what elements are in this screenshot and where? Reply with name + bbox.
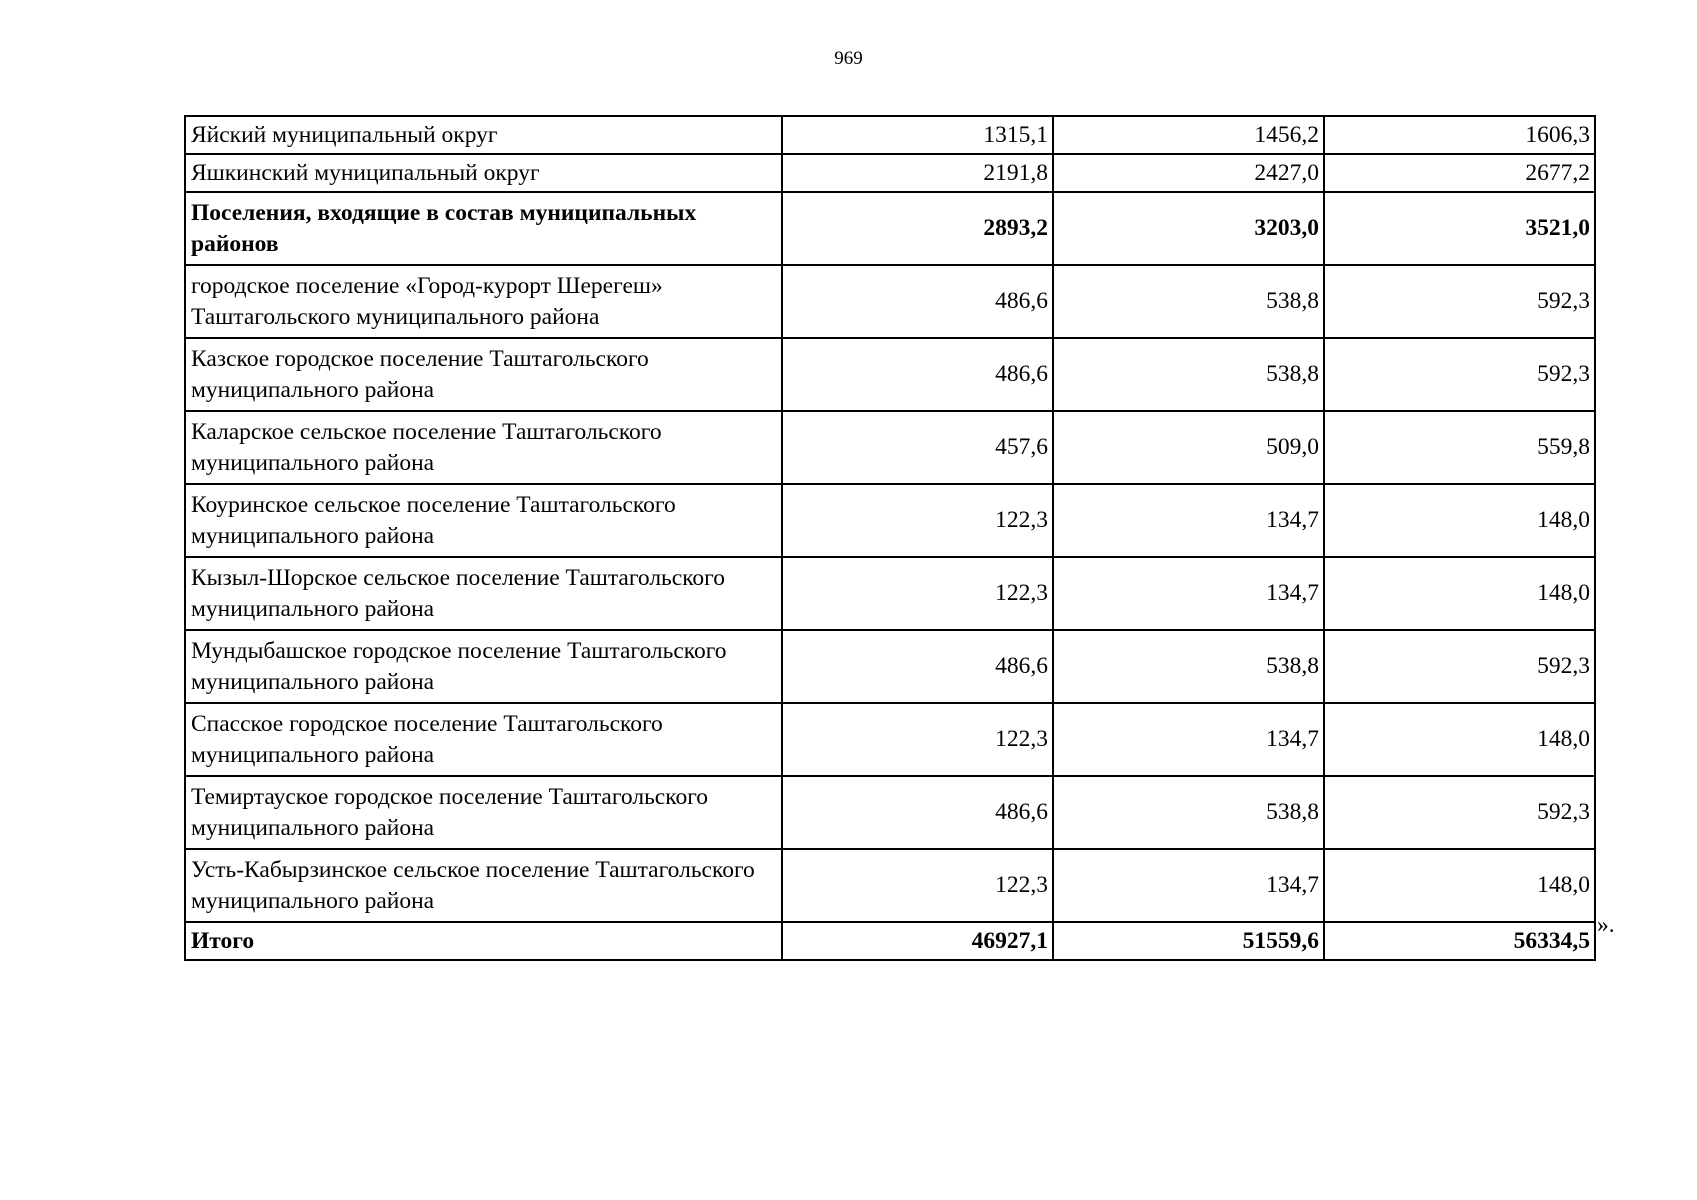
value-cell-2: 509,0 <box>1053 411 1324 484</box>
value-cell-3: 148,0 <box>1324 849 1595 922</box>
row-name-cell: Казское городское поселение Таштагольского муниципального района <box>185 338 782 411</box>
table-row <box>185 557 1595 630</box>
table-row <box>185 484 1595 557</box>
row-name-cell: Усть-Кабырзинское сельское поселение Таштагольского муниципального района <box>185 849 782 922</box>
table-row <box>185 338 1595 411</box>
closing-quote-mark: ». <box>1597 912 1615 938</box>
table-row <box>185 116 1595 154</box>
row-name-cell: Поселения, входящие в состав муниципальных районов <box>185 192 782 265</box>
row-name-cell: Каларское сельское поселение Таштагольского муниципального района <box>185 411 782 484</box>
value-cell-2: 538,8 <box>1053 265 1324 338</box>
table-container <box>184 115 1596 961</box>
row-name-cell: Кызыл-Шорское сельское поселение Таштагольского муниципального района <box>185 557 782 630</box>
value-cell-1: 457,6 <box>782 411 1053 484</box>
value-cell-3: 56334,5 <box>1324 922 1595 960</box>
value-cell-2: 51559,6 <box>1053 922 1324 960</box>
value-cell-1: 2893,2 <box>782 192 1053 265</box>
value-cell-3: 592,3 <box>1324 630 1595 703</box>
row-name-cell: Мундыбашское городское поселение Таштагольского муниципального района <box>185 630 782 703</box>
row-name-cell: Яйский муниципальный округ <box>185 116 782 154</box>
value-cell-2: 134,7 <box>1053 849 1324 922</box>
table-row <box>185 849 1595 922</box>
value-cell-1: 1315,1 <box>782 116 1053 154</box>
value-cell-2: 134,7 <box>1053 484 1324 557</box>
value-cell-1: 122,3 <box>782 484 1053 557</box>
value-cell-1: 486,6 <box>782 265 1053 338</box>
table-row <box>185 411 1595 484</box>
table-row <box>185 265 1595 338</box>
value-cell-3: 592,3 <box>1324 776 1595 849</box>
row-name-cell: городское поселение «Город-курорт Шерегеш» Таштагольского муниципального района <box>185 265 782 338</box>
row-name-cell: Спасское городское поселение Таштагольского муниципального района <box>185 703 782 776</box>
value-cell-1: 122,3 <box>782 703 1053 776</box>
table-row-total <box>185 192 1595 265</box>
value-cell-1: 122,3 <box>782 849 1053 922</box>
table-row <box>185 776 1595 849</box>
value-cell-2: 1456,2 <box>1053 116 1324 154</box>
value-cell-1: 46927,1 <box>782 922 1053 960</box>
value-cell-3: 148,0 <box>1324 484 1595 557</box>
value-cell-3: 592,3 <box>1324 265 1595 338</box>
row-name-cell: Яшкинский муниципальный округ <box>185 154 782 192</box>
page-number: 969 <box>834 48 863 69</box>
table-row <box>185 630 1595 703</box>
table-row <box>185 154 1595 192</box>
row-name-cell: Коуринское сельское поселение Таштагольского муниципального района <box>185 484 782 557</box>
value-cell-1: 2191,8 <box>782 154 1053 192</box>
value-cell-2: 2427,0 <box>1053 154 1324 192</box>
data-table <box>184 115 1596 961</box>
value-cell-2: 134,7 <box>1053 703 1324 776</box>
row-name-cell: Темиртауское городское поселение Таштагольского муниципального района <box>185 776 782 849</box>
value-cell-3: 148,0 <box>1324 703 1595 776</box>
value-cell-1: 122,3 <box>782 557 1053 630</box>
value-cell-3: 3521,0 <box>1324 192 1595 265</box>
value-cell-1: 486,6 <box>782 776 1053 849</box>
value-cell-2: 538,8 <box>1053 776 1324 849</box>
value-cell-3: 1606,3 <box>1324 116 1595 154</box>
value-cell-3: 559,8 <box>1324 411 1595 484</box>
table-row-total <box>185 922 1595 960</box>
row-name-cell: Итого <box>185 922 782 960</box>
value-cell-2: 538,8 <box>1053 630 1324 703</box>
table-row <box>185 703 1595 776</box>
value-cell-2: 3203,0 <box>1053 192 1324 265</box>
value-cell-1: 486,6 <box>782 338 1053 411</box>
value-cell-3: 2677,2 <box>1324 154 1595 192</box>
value-cell-2: 134,7 <box>1053 557 1324 630</box>
value-cell-2: 538,8 <box>1053 338 1324 411</box>
value-cell-1: 486,6 <box>782 630 1053 703</box>
value-cell-3: 148,0 <box>1324 557 1595 630</box>
value-cell-3: 592,3 <box>1324 338 1595 411</box>
table-body <box>185 116 1595 960</box>
